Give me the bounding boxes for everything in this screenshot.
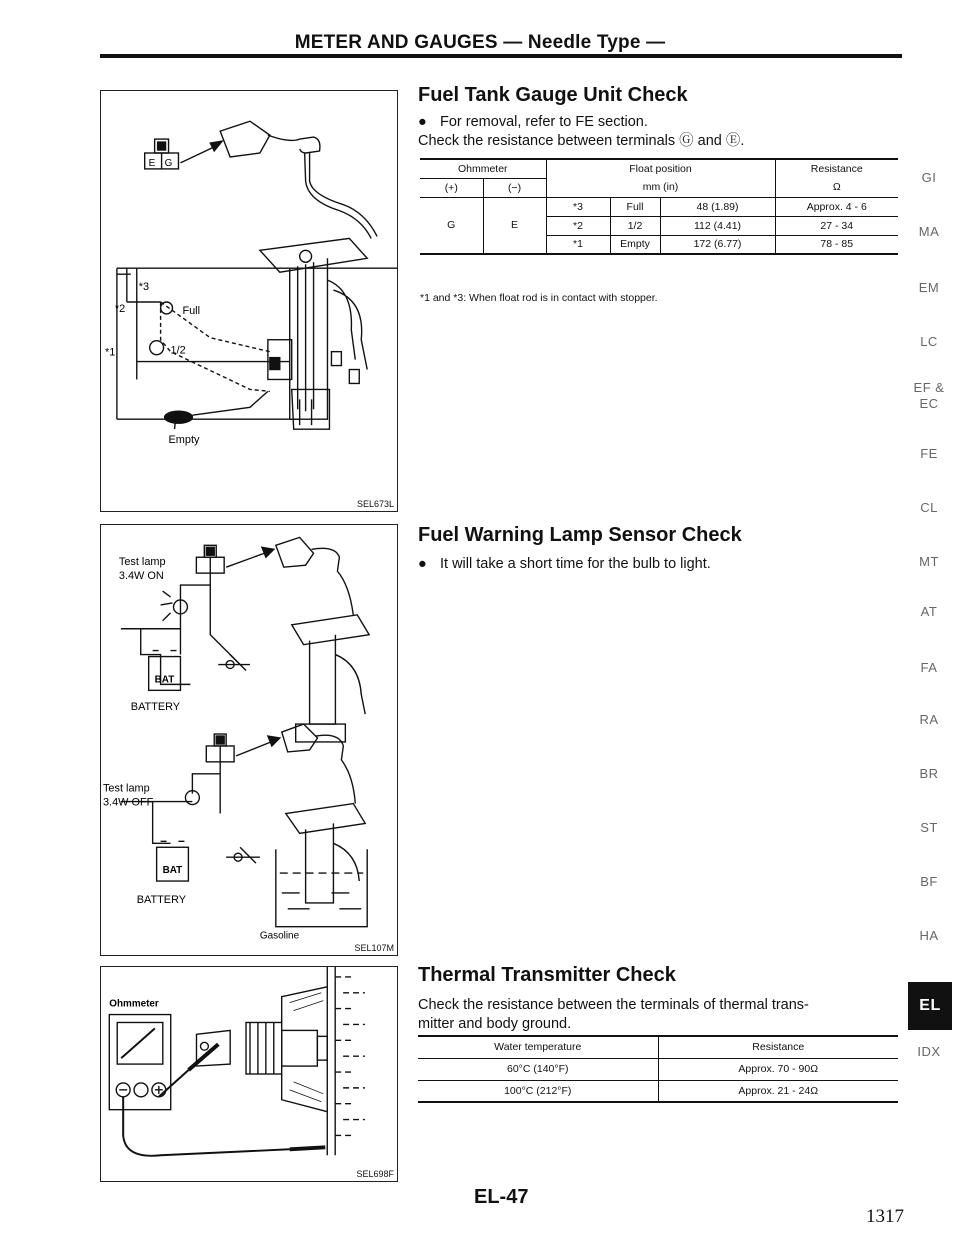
fuel-tank-bullet <box>418 114 648 130</box>
cell-resistance: Approx. 21 - 24Ω <box>738 1084 819 1097</box>
side-tab-cl[interactable]: CL <box>920 500 938 515</box>
cell-mark: *3 <box>546 197 610 216</box>
side-tab-st[interactable]: ST <box>920 820 938 835</box>
figure-thermal-transmitter <box>100 966 398 1182</box>
fuel-gauge-unit-illustration <box>101 91 397 511</box>
cell-mm: 48 (1.89) <box>660 197 775 216</box>
cell-resistance: Approx. 4 - 6 <box>806 200 867 213</box>
cell-position: 1/2 <box>610 216 660 235</box>
bullet-dot: ● <box>418 114 427 130</box>
section-title-fuel-tank: Fuel Tank Gauge Unit Check <box>418 84 688 106</box>
side-tab-at[interactable]: AT <box>920 604 938 619</box>
side-tab-bf[interactable]: BF <box>920 874 938 889</box>
bat-label-lower: BAT <box>162 865 183 877</box>
cell-temperature: 60°C (140°F) <box>418 1058 658 1080</box>
cell-resistance: 27 - 34 <box>820 219 854 232</box>
cell-mm: 112 (4.41) <box>660 216 775 235</box>
section-title-thermal: Thermal Transmitter Check <box>418 964 676 986</box>
cell-plus-value: G <box>420 197 483 254</box>
thermal-text-line-1: Check the resistance between the terminals of thermal trans- <box>418 997 809 1013</box>
header-water-temperature: Water temperature <box>418 1036 658 1058</box>
mark-3-label: *3 <box>138 281 150 294</box>
header-minus: (−) <box>483 178 546 197</box>
figure-code: SEL107M <box>354 943 394 953</box>
warning-lamp-bullet-text: It will take a short time for the bulb to light. <box>440 556 711 572</box>
header-resistance: Resistance <box>752 1041 805 1054</box>
figure-code: SEL698F <box>356 1169 394 1179</box>
warning-lamp-illustration <box>101 525 397 955</box>
cell-mm: 172 (6.77) <box>660 235 775 254</box>
test-lamp-on-label-2: 3.4W ON <box>118 570 164 583</box>
cell-position: Empty <box>610 235 660 254</box>
side-tab-gi[interactable]: GI <box>921 170 937 185</box>
side-tab-lc[interactable]: LC <box>920 334 938 349</box>
header-plus: (+) <box>420 178 483 197</box>
page-code: EL-47 <box>474 1186 529 1208</box>
header-float-position: Float position <box>546 159 775 178</box>
figure-code: SEL673L <box>356 499 394 509</box>
cell-temperature: 100°C (212°F) <box>418 1080 658 1102</box>
side-tab-ef[interactable]: EF & <box>913 380 945 395</box>
header-resistance-unit: Ω <box>832 181 841 194</box>
bullet-dot: ● <box>418 556 427 572</box>
side-tab-br[interactable]: BR <box>919 766 939 781</box>
side-tab-em[interactable]: EM <box>918 280 940 295</box>
cell-resistance: Approx. 70 - 90Ω <box>738 1063 819 1075</box>
cell-position: Full <box>610 197 660 216</box>
side-tab-fe[interactable]: FE <box>920 446 938 461</box>
cell-minus-value: E <box>483 197 546 254</box>
half-label: 1/2 <box>170 344 186 357</box>
battery-label-lower: BATTERY <box>136 893 187 906</box>
gasoline-label: Gasoline <box>259 930 300 942</box>
test-lamp-off-label-2: 3.4W OFF <box>102 796 154 809</box>
header-float-unit: mm (in) <box>546 178 775 197</box>
side-tab-ma[interactable]: MA <box>918 224 940 239</box>
title-rule <box>100 54 902 58</box>
fuel-tank-bullet-text: For removal, refer to FE section. <box>440 114 648 130</box>
side-tab-ec[interactable]: EC <box>919 396 939 411</box>
fuel-tank-instruction: Check the resistance between terminals Ⓖ and Ⓔ. <box>418 133 745 149</box>
thermal-text-line-2: mitter and body ground. <box>418 1016 572 1032</box>
cell-resistance: 78 - 85 <box>820 238 854 251</box>
header-resistance: Resistance <box>810 163 863 175</box>
empty-label: Empty <box>168 434 200 447</box>
page-title: METER AND GAUGES — Needle Type — <box>294 32 666 53</box>
ohmmeter-label: Ohmmeter <box>109 998 159 1010</box>
test-lamp-off-label-1: Test lamp <box>102 782 150 795</box>
fuel-tank-spec-table <box>420 158 898 255</box>
terminal-e-label: E <box>148 157 156 169</box>
full-label: Full <box>182 304 201 317</box>
cell-mark: *2 <box>546 216 610 235</box>
battery-label-upper: BATTERY <box>130 701 181 714</box>
side-tab-idx[interactable]: IDX <box>917 1044 941 1059</box>
header-ohmmeter: Ohmmeter <box>420 159 546 178</box>
side-tab-el-active[interactable]: EL <box>908 982 952 1030</box>
cell-mark: *1 <box>546 235 610 254</box>
fuel-tank-footnote: *1 and *3: When float rod is in contact with stopper. <box>420 292 658 304</box>
side-tab-ha[interactable]: HA <box>919 928 939 943</box>
mark-2-label: *2 <box>114 302 126 315</box>
test-lamp-on-label-1: Test lamp <box>118 556 166 569</box>
figure-warning-lamp-sensor <box>100 524 398 956</box>
page-number: 1317 <box>866 1206 904 1227</box>
warning-lamp-bullet <box>418 556 711 572</box>
mark-1-label: *1 <box>104 346 116 359</box>
side-tab-mt[interactable]: MT <box>919 554 939 569</box>
bat-label-upper: BAT <box>154 674 175 686</box>
section-title-warning-lamp: Fuel Warning Lamp Sensor Check <box>418 524 742 546</box>
figure-fuel-gauge-unit <box>100 90 398 512</box>
side-tab-fa[interactable]: FA <box>920 660 938 675</box>
terminal-g-label: G <box>164 157 173 169</box>
thermal-transmitter-illustration <box>101 967 397 1181</box>
thermal-spec-table <box>418 1035 898 1103</box>
side-tab-ra[interactable]: RA <box>919 712 939 727</box>
